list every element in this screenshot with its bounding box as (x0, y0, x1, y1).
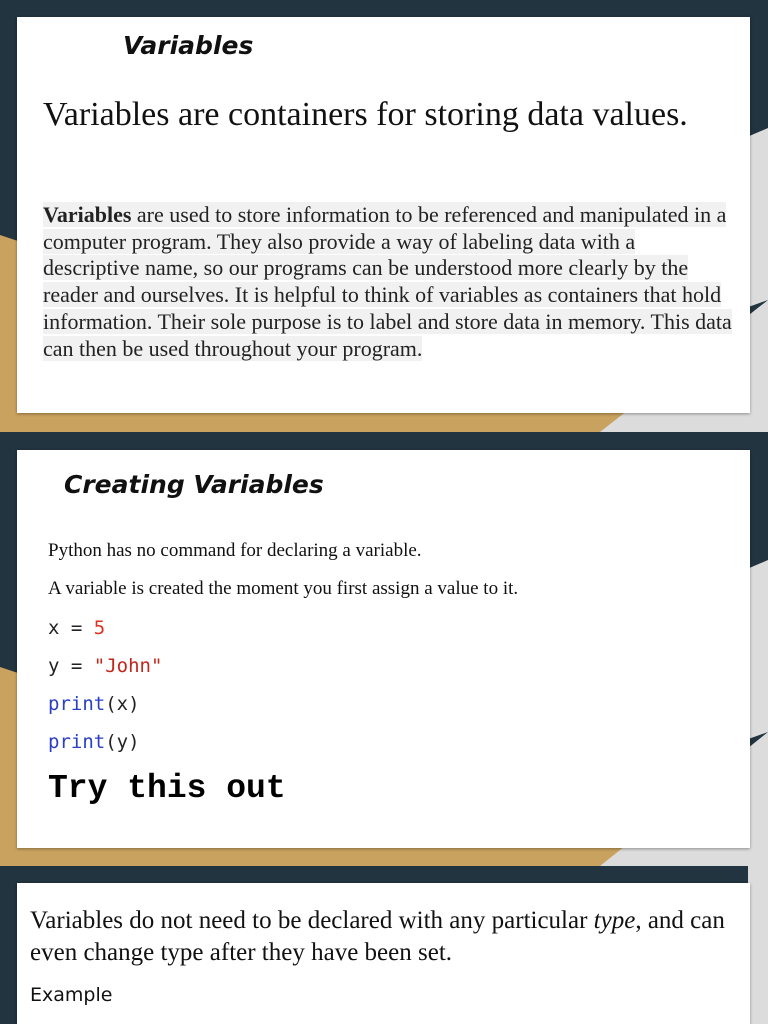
type-note-italic: type (593, 907, 636, 934)
slide-3 (0, 866, 768, 1024)
code-assign-x: x = (48, 617, 94, 639)
description-text: are used to store information to be referenced and manipulated in a computer program. They also provide a way of labeling data with a descriptive name, so our programs can be understood more clearly by the reader and ourselves. It is helpful to think of variables as containers that hold information. Their sole purpose is to label and store data in memory. This data can then be used throughout your program. (43, 202, 732, 361)
code-print-keyword: print (48, 731, 106, 753)
code-print-keyword: print (48, 693, 106, 715)
code-line-1 (48, 617, 105, 639)
description-paragraph (43, 202, 733, 362)
text-line-1: Python has no command for declaring a variable. (48, 540, 422, 561)
code-line-3 (48, 693, 140, 715)
text-line-2: A variable is created the moment you first assign a value to it. (48, 578, 519, 599)
type-note-text-end: , and can even change type after they have been set. (30, 907, 725, 966)
slide-1 (0, 0, 768, 432)
keyword-variables: Variables (43, 202, 132, 227)
try-this-out-heading: Try this out (48, 770, 286, 807)
code-number-literal: 5 (93, 617, 106, 639)
type-note-paragraph (30, 905, 735, 969)
code-print-arg: (x) (105, 693, 140, 715)
type-note-text-start: Variables do not need to be declared with any particular (30, 907, 594, 934)
lead-sentence: Variables are containers for storing data values. (43, 96, 688, 133)
code-string-literal: "John" (93, 655, 163, 677)
code-line-4 (48, 731, 140, 753)
slide-title: Variables (123, 31, 254, 60)
slide-2-card (17, 450, 750, 848)
example-label: Example (30, 984, 113, 1006)
slide-title: Creating Variables (64, 470, 324, 499)
slide-2 (0, 432, 768, 866)
code-assign-y: y = (48, 655, 94, 677)
code-line-2 (48, 655, 162, 677)
code-print-arg: (y) (105, 731, 140, 753)
slide-3-card (17, 883, 750, 1024)
slide-1-card (17, 17, 750, 413)
